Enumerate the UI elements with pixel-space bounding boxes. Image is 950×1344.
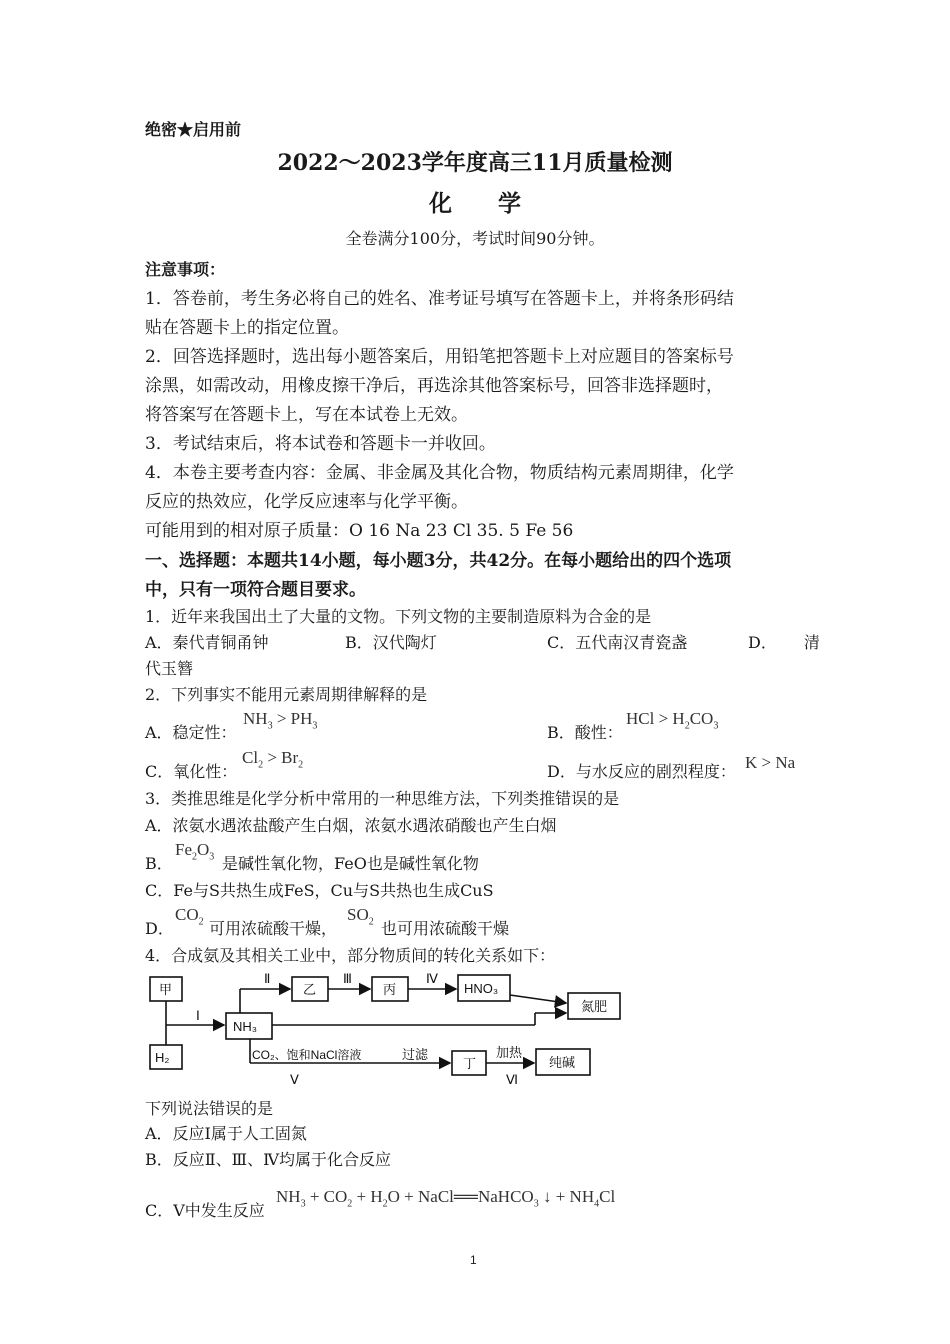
label-r3: Ⅲ	[343, 971, 352, 986]
subject-title: 化 学	[428, 190, 521, 217]
q4-option-c: C．Ⅴ中发生反应	[145, 1201, 265, 1220]
note-2b: 涂黑，如需改动，用橡皮擦干净后，再选涂其他答案标号，回答非选择题时，	[145, 376, 723, 396]
q1-stem: 1．近年来我国出土了大量的文物。下列文物的主要制造原料为合金的是	[145, 607, 652, 626]
page-title: 2022～2023学年度高三11月质量检测	[277, 150, 673, 176]
q4-stem: 4．合成氨及其相关工业中，部分物质间的转化关系如下：	[145, 946, 556, 965]
q1-option-d-cont: 代玉簪	[145, 659, 194, 678]
q4-after-text: 下列说法错误的是	[145, 1099, 274, 1118]
q3-stem: 3．类推思维是化学分析中常用的一种思维方法，下列类推错误的是	[145, 789, 620, 808]
label-jia: 甲	[159, 982, 173, 997]
q2-formula-b: HCl > $H_2CO_3$	[626, 709, 719, 732]
label-hno3: HNO₃	[464, 981, 499, 996]
label-chunjian: 纯碱	[549, 1055, 576, 1070]
label-heat: 加热	[496, 1045, 523, 1060]
label-nh3: NH₃	[233, 1019, 258, 1034]
note-4a: 4．本卷主要考查内容：金属、非金属及其化合物，物质结构元素周期律，化学	[145, 463, 734, 483]
ammonia-flow-diagram	[140, 965, 630, 1090]
label-r2: Ⅱ	[264, 971, 271, 986]
q3-formula-d1: $CO_2$	[175, 905, 204, 928]
q1-option-b: B．汉代陶灯	[345, 633, 437, 652]
label-r5: Ⅴ	[290, 1072, 299, 1087]
q4-equation-c: $NH_3 + CO_2 + H_2O$ + NaCl══NaHCO$_3$ ↓ + $NH_4Cl$	[276, 1187, 616, 1210]
q3-option-b-text: 是碱性氧化物，FeO也是碱性氧化物	[222, 854, 479, 873]
q2-option-c: C．氧化性：	[145, 762, 238, 781]
q3-option-c: C．Fe与S共热生成FeS，Cu与S共热也生成CuS	[145, 881, 494, 900]
q3-option-d-text1: 可用浓硫酸干燥，	[209, 919, 338, 938]
label-r6: Ⅵ	[506, 1072, 518, 1087]
label-danfei: 氮肥	[581, 999, 608, 1014]
q3-formula-b: $Fe_2O_3$	[175, 840, 215, 863]
q2-option-a: A．稳定性：	[145, 723, 237, 742]
q3-option-d-text2: 也可用浓硫酸干燥	[381, 919, 510, 938]
q2-option-d: D．与水反应的剧烈程度：	[547, 762, 736, 781]
q1-option-d: D． 清	[748, 633, 820, 652]
q3-option-b-label: B．	[145, 854, 173, 873]
note-1a: 1．答卷前，考生务必将自己的姓名、准考证号填写在答题卡上，并将条形码结	[145, 289, 734, 309]
label-cond5: CO₂、饱和NaCl溶液	[252, 1048, 362, 1062]
q3-option-d-label: D．	[145, 919, 174, 938]
notes-heading: 注意事项：	[145, 260, 226, 279]
q2-option-b: B．酸性：	[547, 723, 623, 742]
note-2c: 将答案写在答题卡上，写在本试卷上无效。	[145, 405, 468, 425]
q2-formula-c: $Cl_2 > Br_2$	[242, 748, 304, 771]
note-1b: 贴在答题卡上的指定位置。	[145, 318, 349, 338]
label-bing: 丙	[383, 982, 397, 997]
q2-formula-a: $NH_3 > PH_3$	[243, 709, 318, 732]
q1-option-c: C．五代南汉青瓷盏	[547, 633, 688, 652]
exam-info: 全卷满分100分，考试时间90分钟。	[345, 229, 605, 248]
q4-option-b: B．反应Ⅱ、Ⅲ、Ⅳ均属于化合反应	[145, 1150, 392, 1169]
note-4b: 反应的热效应，化学反应速率与化学平衡。	[145, 492, 468, 512]
label-ding: 丁	[463, 1056, 477, 1071]
atomic-masses: 可能用到的相对原子质量：O 16 Na 23 Cl 35. 5 Fe 56	[145, 521, 574, 541]
section1-line1: 一、选择题：本题共14小题，每小题3分，共42分。在每小题给出的四个选项	[145, 551, 732, 571]
q1-option-a: A．秦代青铜甬钟	[145, 633, 269, 652]
note-2a: 2．回答选择题时，选出每小题答案后，用铅笔把答题卡上对应题目的答案标号	[145, 347, 734, 367]
q2-stem: 2．下列事实不能用元素周期律解释的是	[145, 685, 428, 704]
label-yi: 乙	[303, 982, 317, 997]
label-h2: H₂	[155, 1050, 170, 1065]
secret-label: 绝密★启用前	[145, 120, 242, 139]
section1-line2: 中，只有一项符合题目要求。	[145, 580, 366, 600]
q2-formula-d: K > Na	[745, 753, 796, 772]
label-filter: 过滤	[402, 1047, 429, 1062]
note-3: 3．考试结束后，将本试卷和答题卡一并收回。	[145, 434, 496, 454]
label-r4: Ⅳ	[426, 971, 438, 986]
label-r1: Ⅰ	[196, 1008, 200, 1023]
q3-option-a: A．浓氨水遇浓盐酸产生白烟，浓氨水遇浓硝酸也产生白烟	[145, 816, 557, 835]
q3-formula-d2: $SO_2$	[347, 905, 374, 928]
q4-option-a: A．反应Ⅰ属于人工固氮	[145, 1124, 307, 1143]
page-number: 1	[470, 1253, 477, 1267]
